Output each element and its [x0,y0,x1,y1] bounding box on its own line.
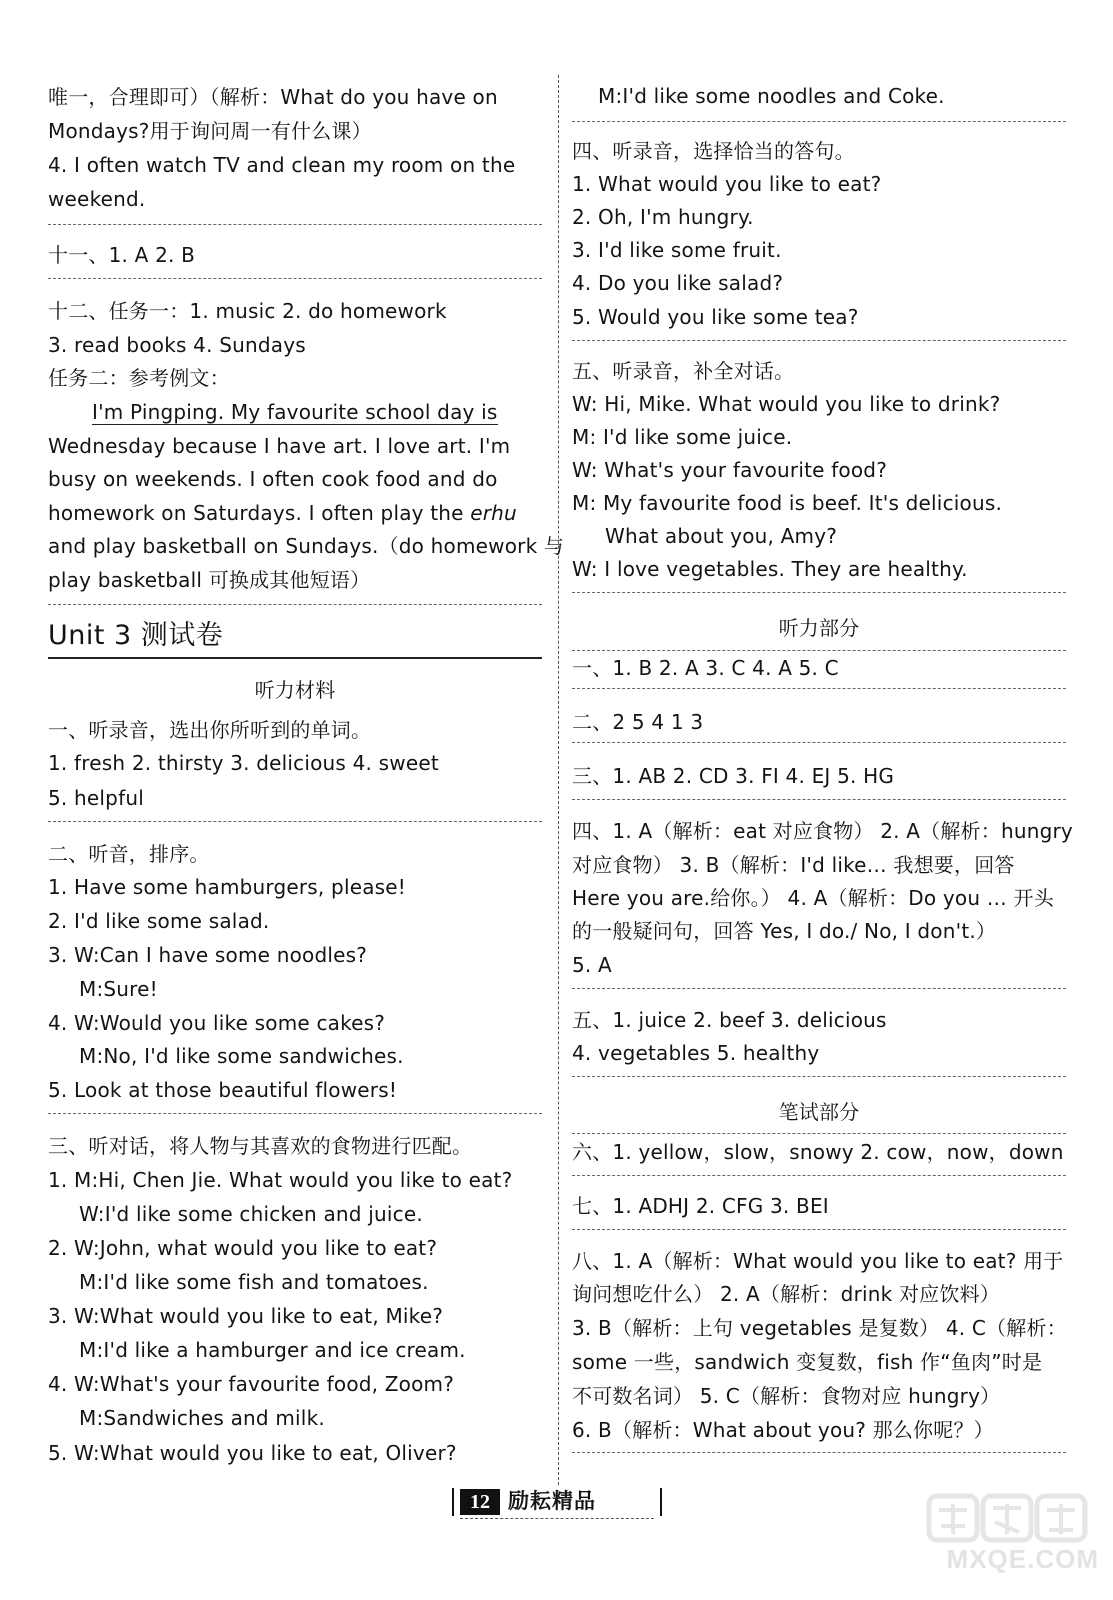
answer-q12-line: 任务二：参考例文： [48,366,230,390]
answer-line: 三、1. AB 2. CD 3. FI 4. EJ 5. HG [572,764,895,788]
answer-line: 4. vegetables 5. healthy [572,1041,820,1065]
answer-line: 七、1. ADHJ 2. CFG 3. BEI [572,1194,829,1218]
answer-line: 不可数名词） 5. C（解析：食物对应 hungry） [572,1384,1001,1408]
dialogue-line: W: Hi, Mike. What would you like to drink? [572,392,1001,416]
dialogue-line: M: My favourite food is beef. It's delicious. [572,491,1003,515]
section-heading: 三、听对话，将人物与其喜欢的食物进行匹配。 [48,1134,473,1158]
section-separator [48,224,542,225]
answer-line: some 一些，sandwich 变复数，fish 作“鱼肉”时是 [572,1350,1043,1374]
question-line: 5. W:What would you like to eat, Oliver? [48,1441,457,1465]
footer-dash-line [460,1518,654,1519]
question-line: 2. I'd like some salad. [48,909,270,933]
question-line: 2. W:John, what would you like to eat? [48,1236,438,1260]
question-line: 1. fresh 2. thirsty 3. delicious 4. sweet [48,751,439,775]
section-heading: 一、听录音，选出你所听到的单词。 [48,718,372,742]
unit-title: Unit 3 测试卷 [48,620,224,651]
dialogue-line: M: I'd like some juice. [572,425,793,449]
question-line: M:No, I'd like some sandwiches. [79,1044,404,1068]
section-separator [572,650,1066,651]
section-separator [572,988,1066,989]
intro-line: weekend. [48,187,146,211]
listening-material-heading: 听力材料 [254,678,336,702]
section-heading: 二、听音，排序。 [48,842,210,866]
listening-part-heading: 听力部分 [778,616,860,640]
question-line: M:Sandwiches and milk. [79,1406,325,1430]
answer-line: 对应食物） 3. B（解析：I'd like… 我想要，回答 [572,853,1015,877]
answer-line: 四、1. A（解析：eat 对应食物） 2. A（解析：hungry [572,819,1073,843]
intro-line: Mondays?用于询问周一有什么课） [48,119,372,143]
answer-line: 五、1. juice 2. beef 3. delicious [572,1008,887,1032]
section-separator [572,1133,1066,1134]
footer-bar-right [660,1488,662,1516]
answer-q11: 十一、1. A 2. B [48,243,196,267]
dialogue-line: W: What's your favourite food? [572,458,888,482]
answer-line: 的一般疑问句，回答 Yes, I do./ No, I don't.） [572,919,997,943]
question-line: 4. W:Would you like some cakes? [48,1011,386,1035]
question-line: 3. I'd like some fruit. [572,238,782,262]
question-line: M:I'd like some noodles and Coke. [598,84,945,108]
section-separator [572,799,1066,800]
answer-line: Here you are.给你。） 4. A（解析：Do you … 开头 [572,886,1054,910]
essay-line: Wednesday because I have art. I love art. I'm [48,434,511,458]
answer-q12-line: 十二、任务一：1. music 2. do homework [48,299,447,323]
section-separator [572,592,1066,593]
section-separator [572,1076,1066,1077]
section-separator [572,340,1066,341]
question-line: M:I'd like some fish and tomatoes. [79,1270,429,1294]
answer-line: 6. B（解析：What about you? 那么你呢？） [572,1418,994,1442]
section-separator [572,1229,1066,1230]
question-line: M:Sure! [79,977,158,1001]
intro-line: 唯一，合理即可）（解析：What do you have on [48,85,498,109]
watermark-logo-icon [921,1490,1091,1590]
essay-line: I'm Pingping. My favourite school day is [92,400,498,424]
column-divider [558,75,559,1485]
written-part-heading: 笔试部分 [778,1100,860,1124]
dialogue-line: What about you, Amy? [605,524,838,548]
answer-line: 八、1. A（解析：What would you like to eat? 用于 [572,1249,1064,1273]
question-line: 1. M:Hi, Chen Jie. What would you like to eat? [48,1168,513,1192]
watermark-text: MXQE.COM [946,1544,1099,1574]
essay-line: busy on weekends. I often cook food and do [48,467,498,491]
essay-line: homework on Saturdays. I often play the erhu [48,501,517,525]
footer-brand: 励耘精品 [508,1489,596,1513]
answer-line: 一、1. B 2. A 3. C 4. A 5. C [572,656,839,680]
answer-line: 六、1. yellow，slow，snowy 2. cow，now，down [572,1140,1064,1164]
section-separator [572,121,1066,122]
essay-line: and play basketball on Sundays.（do homework 与 [48,534,565,558]
question-line: 5. Look at those beautiful flowers! [48,1078,398,1102]
section-separator [572,742,1066,743]
question-line: 1. What would you like to eat? [572,172,882,196]
question-line: 5. helpful [48,786,144,810]
section-separator [48,1113,542,1114]
answer-q12-line: 3. read books 4. Sundays [48,333,306,357]
page-number: 12 [460,1489,500,1515]
section-separator [572,1452,1066,1453]
section-separator [48,604,542,605]
page-footer [452,1482,662,1522]
question-line: 4. Do you like salad? [572,271,784,295]
question-line: W:I'd like some chicken and juice. [79,1202,423,1226]
answer-line: 3. B（解析：上句 vegetables 是复数） 4. C（解析： [572,1316,1067,1340]
section-separator [48,821,542,822]
section-separator [572,1175,1066,1176]
section-heading: 五、听录音，补全对话。 [572,359,795,383]
intro-line: 4. I often watch TV and clean my room on the [48,153,516,177]
answer-line: 二、2 5 4 1 3 [572,710,704,734]
unit-title-rule [48,657,542,659]
essay-line: play basketball 可换成其他短语） [48,568,371,592]
section-separator [572,688,1066,689]
answer-line: 询问想吃什么） 2. A（解析：drink 对应饮料） [572,1282,1000,1306]
question-line: 3. W:What would you like to eat, Mike? [48,1304,444,1328]
question-line: 5. Would you like some tea? [572,305,859,329]
question-line: 3. W:Can I have some noodles? [48,943,368,967]
question-line: 4. W:What's your favourite food, Zoom? [48,1372,455,1396]
section-separator [48,278,542,279]
section-heading: 四、听录音，选择恰当的答句。 [572,139,855,163]
footer-bar-left [452,1488,454,1516]
question-line: 2. Oh, I'm hungry. [572,205,754,229]
answer-line: 5. A [572,953,612,977]
question-line: M:I'd like a hamburger and ice cream. [79,1338,466,1362]
dialogue-line: W: I love vegetables. They are healthy. [572,557,968,581]
question-line: 1. Have some hamburgers, please! [48,875,407,899]
